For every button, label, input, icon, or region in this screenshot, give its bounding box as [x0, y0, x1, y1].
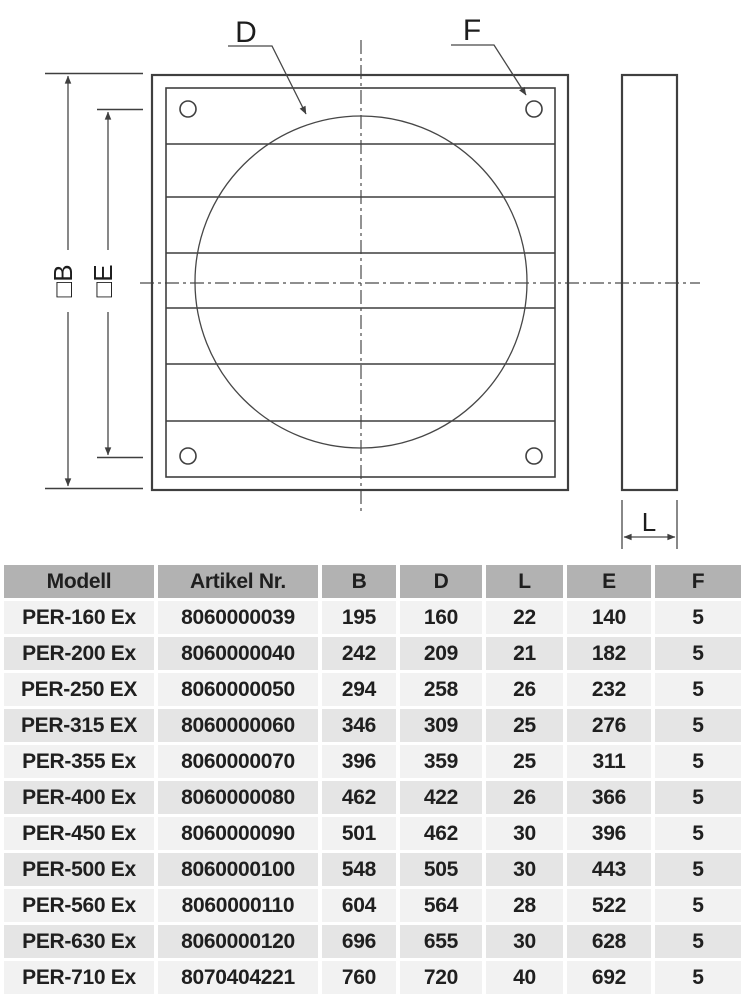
table-row — [4, 817, 741, 850]
cell-e: 311 — [567, 745, 651, 778]
cell-f: 5 — [655, 925, 741, 958]
cell-d: 462 — [400, 817, 482, 850]
cell-l: 28 — [486, 889, 563, 922]
table-row — [4, 673, 741, 706]
cell-b: 696 — [322, 925, 396, 958]
cell-b: 760 — [322, 961, 396, 994]
cell-e: 628 — [567, 925, 651, 958]
cell-d: 359 — [400, 745, 482, 778]
col-header-f: F — [655, 565, 741, 598]
cell-modell: PER-200 Ex — [4, 637, 154, 670]
cell-f: 5 — [655, 781, 741, 814]
cell-artikel: 8060000060 — [158, 709, 318, 742]
cell-d: 505 — [400, 853, 482, 886]
col-header-artikel: Artikel Nr. — [158, 565, 318, 598]
cell-b: 195 — [322, 601, 396, 634]
dim-label-l: L — [641, 507, 657, 537]
cell-l: 40 — [486, 961, 563, 994]
cell-l: 21 — [486, 637, 563, 670]
col-header-e: E — [567, 565, 651, 598]
cell-artikel: 8060000070 — [158, 745, 318, 778]
cell-modell: PER-160 Ex — [4, 601, 154, 634]
cell-e: 692 — [567, 961, 651, 994]
table-header-row — [4, 565, 741, 598]
cell-l: 26 — [486, 781, 563, 814]
cell-b: 604 — [322, 889, 396, 922]
cell-artikel: 8060000050 — [158, 673, 318, 706]
dim-label-b: □B — [48, 264, 78, 298]
cell-b: 242 — [322, 637, 396, 670]
cell-f: 5 — [655, 709, 741, 742]
col-header-modell: Modell — [4, 565, 154, 598]
cell-l: 30 — [486, 853, 563, 886]
cell-modell: PER-450 Ex — [4, 817, 154, 850]
table-row — [4, 961, 741, 994]
cell-b: 396 — [322, 745, 396, 778]
cell-d: 564 — [400, 889, 482, 922]
table-row — [4, 925, 741, 958]
col-header-b: B — [322, 565, 396, 598]
cell-d: 209 — [400, 637, 482, 670]
cell-b: 462 — [322, 781, 396, 814]
cell-artikel: 8060000110 — [158, 889, 318, 922]
cell-modell: PER-400 Ex — [4, 781, 154, 814]
cell-f: 5 — [655, 817, 741, 850]
cell-e: 232 — [567, 673, 651, 706]
cell-f: 5 — [655, 601, 741, 634]
cell-artikel: 8060000080 — [158, 781, 318, 814]
col-header-l: L — [486, 565, 563, 598]
dim-label-e: □E — [88, 264, 118, 298]
cell-d: 160 — [400, 601, 482, 634]
cell-f: 5 — [655, 853, 741, 886]
cell-l: 26 — [486, 673, 563, 706]
cell-b: 501 — [322, 817, 396, 850]
table-row — [4, 637, 741, 670]
table-row — [4, 853, 741, 886]
cell-l: 30 — [486, 925, 563, 958]
cell-b: 294 — [322, 673, 396, 706]
cell-d: 309 — [400, 709, 482, 742]
spec-table — [0, 562, 745, 997]
cell-modell: PER-560 Ex — [4, 889, 154, 922]
cell-modell: PER-710 Ex — [4, 961, 154, 994]
table-row — [4, 745, 741, 778]
cell-artikel: 8060000120 — [158, 925, 318, 958]
cell-f: 5 — [655, 961, 741, 994]
table-row — [4, 889, 741, 922]
cell-artikel: 8060000090 — [158, 817, 318, 850]
cell-modell: PER-250 EX — [4, 673, 154, 706]
cell-d: 258 — [400, 673, 482, 706]
cell-f: 5 — [655, 745, 741, 778]
cell-l: 22 — [486, 601, 563, 634]
cell-b: 548 — [322, 853, 396, 886]
cell-modell: PER-500 Ex — [4, 853, 154, 886]
dim-label-f: F — [462, 14, 482, 47]
cell-f: 5 — [655, 637, 741, 670]
cell-modell: PER-355 Ex — [4, 745, 154, 778]
cell-e: 140 — [567, 601, 651, 634]
cell-modell: PER-315 EX — [4, 709, 154, 742]
cell-l: 25 — [486, 709, 563, 742]
col-header-d: D — [400, 565, 482, 598]
cell-artikel: 8070404221 — [158, 961, 318, 994]
cell-e: 366 — [567, 781, 651, 814]
cell-e: 396 — [567, 817, 651, 850]
cell-e: 522 — [567, 889, 651, 922]
cell-artikel: 8060000100 — [158, 853, 318, 886]
cell-b: 346 — [322, 709, 396, 742]
cell-e: 443 — [567, 853, 651, 886]
cell-l: 30 — [486, 817, 563, 850]
cell-e: 182 — [567, 637, 651, 670]
cell-artikel: 8060000040 — [158, 637, 318, 670]
cell-f: 5 — [655, 673, 741, 706]
table-row — [4, 781, 741, 814]
cell-d: 422 — [400, 781, 482, 814]
cell-d: 655 — [400, 925, 482, 958]
cell-e: 276 — [567, 709, 651, 742]
cell-l: 25 — [486, 745, 563, 778]
dimension-d — [228, 16, 306, 114]
dimension-e — [88, 110, 143, 458]
cell-modell: PER-630 Ex — [4, 925, 154, 958]
table-row — [4, 709, 741, 742]
dimension-l — [622, 500, 677, 549]
dim-label-d: D — [235, 16, 257, 49]
cell-artikel: 8060000039 — [158, 601, 318, 634]
dimension-f — [451, 14, 526, 95]
cell-f: 5 — [655, 889, 741, 922]
cell-d: 720 — [400, 961, 482, 994]
table-row — [4, 601, 741, 634]
